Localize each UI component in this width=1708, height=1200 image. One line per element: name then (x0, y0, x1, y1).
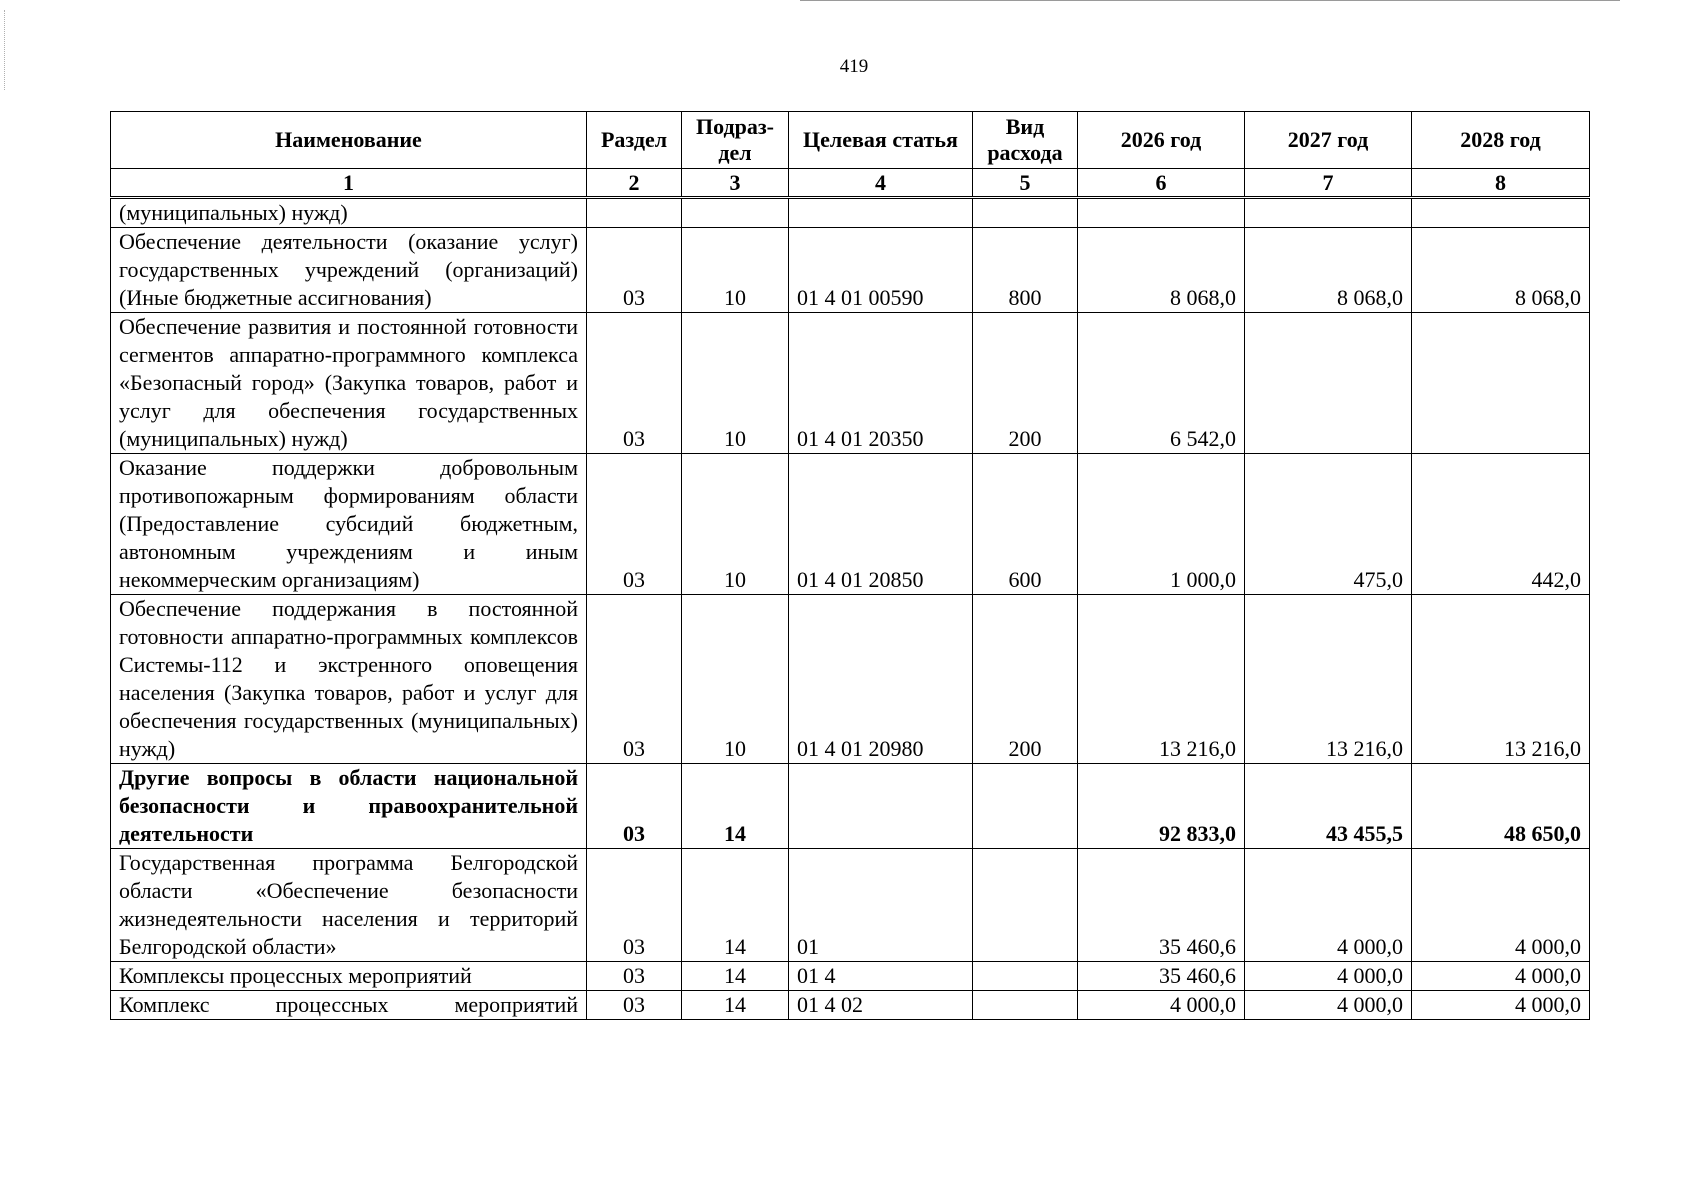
row-razdel: 03 (587, 849, 682, 962)
row-razdel: 03 (587, 991, 682, 1020)
table-row (111, 228, 1590, 313)
table-row (111, 313, 1590, 454)
row-statya: 01 4 (789, 962, 973, 991)
header-podrazdel: Подраз-дел (682, 112, 789, 169)
column-number: 3 (682, 169, 789, 198)
column-number: 7 (1245, 169, 1412, 198)
row-2027: 8 068,0 (1245, 228, 1412, 313)
column-number-row (111, 169, 1590, 198)
header-2026: 2026 год (1078, 112, 1245, 169)
column-number: 1 (111, 169, 587, 198)
row-podrazdel: 10 (682, 454, 789, 595)
row-vid (973, 198, 1078, 228)
row-razdel: 03 (587, 595, 682, 764)
table-row (111, 962, 1590, 991)
header-name: Наименование (111, 112, 587, 169)
row-2026: 1 000,0 (1078, 454, 1245, 595)
row-razdel: 03 (587, 764, 682, 849)
header-2028: 2028 год (1412, 112, 1590, 169)
row-statya (789, 764, 973, 849)
row-2026 (1078, 198, 1245, 228)
row-statya: 01 4 01 20850 (789, 454, 973, 595)
row-name: Обеспечение деятельности (оказание услуг) государственных учреждений (организаций) (Иные бюджетные ассигнования) (111, 228, 587, 313)
row-statya: 01 4 01 20980 (789, 595, 973, 764)
row-statya: 01 4 01 00590 (789, 228, 973, 313)
row-vid: 800 (973, 228, 1078, 313)
row-statya (789, 198, 973, 228)
row-podrazdel: 14 (682, 962, 789, 991)
table-row (111, 991, 1590, 1020)
column-number: 6 (1078, 169, 1245, 198)
row-name: Обеспечение поддержания в постоянной готовности аппаратно-программных комплексов Системы-112 и экстренного оповещения населения (Закупка товаров, работ и услуг для обеспечения государственных (муниципальных) нужд) (111, 595, 587, 764)
row-vid (973, 962, 1078, 991)
row-2028 (1412, 313, 1590, 454)
row-name: (муниципальных) нужд) (111, 198, 587, 228)
column-number: 2 (587, 169, 682, 198)
header-2027: 2027 год (1245, 112, 1412, 169)
row-razdel: 03 (587, 313, 682, 454)
row-vid: 600 (973, 454, 1078, 595)
column-number: 8 (1412, 169, 1590, 198)
row-2027 (1245, 198, 1412, 228)
row-2028: 442,0 (1412, 454, 1590, 595)
row-name: Комплексы процессных мероприятий (111, 962, 587, 991)
row-2028: 8 068,0 (1412, 228, 1590, 313)
row-vid (973, 849, 1078, 962)
header-razdel: Раздел (587, 112, 682, 169)
row-podrazdel: 10 (682, 313, 789, 454)
row-2027: 4 000,0 (1245, 849, 1412, 962)
row-statya: 01 4 02 (789, 991, 973, 1020)
row-podrazdel: 10 (682, 228, 789, 313)
row-2026: 4 000,0 (1078, 991, 1245, 1020)
margin-marks (4, 10, 7, 90)
row-2026: 6 542,0 (1078, 313, 1245, 454)
row-2026: 13 216,0 (1078, 595, 1245, 764)
row-razdel: 03 (587, 454, 682, 595)
column-number: 4 (789, 169, 973, 198)
table-row (111, 849, 1590, 962)
row-vid: 200 (973, 595, 1078, 764)
row-2028 (1412, 198, 1590, 228)
row-2026: 35 460,6 (1078, 962, 1245, 991)
row-statya: 01 (789, 849, 973, 962)
row-2026: 35 460,6 (1078, 849, 1245, 962)
table-row-section-total (111, 764, 1590, 849)
header-statya: Целевая статья (789, 112, 973, 169)
row-2028: 4 000,0 (1412, 962, 1590, 991)
top-rule (800, 0, 1620, 1)
row-2027: 13 216,0 (1245, 595, 1412, 764)
row-podrazdel (682, 198, 789, 228)
table-header-row (111, 112, 1590, 169)
table-row (111, 198, 1590, 228)
budget-table (110, 111, 1590, 1020)
row-name: Оказание поддержки добровольным противопожарным формированиям области (Предоставление субсидий бюджетным, автономным учреждениям и иным некоммерческим организациям) (111, 454, 587, 595)
header-vid: Вид расхода (973, 112, 1078, 169)
row-2027: 4 000,0 (1245, 962, 1412, 991)
row-vid (973, 991, 1078, 1020)
row-name: Другие вопросы в области национальной безопасности и правоохранительной деятельности (111, 764, 587, 849)
row-2028: 4 000,0 (1412, 991, 1590, 1020)
row-razdel: 03 (587, 962, 682, 991)
row-razdel: 03 (587, 228, 682, 313)
row-podrazdel: 14 (682, 764, 789, 849)
row-podrazdel: 10 (682, 595, 789, 764)
row-2027: 43 455,5 (1245, 764, 1412, 849)
row-name: Комплекс процессных мероприятий (111, 991, 587, 1020)
row-2027: 4 000,0 (1245, 991, 1412, 1020)
row-2027: 475,0 (1245, 454, 1412, 595)
row-2027 (1245, 313, 1412, 454)
row-2028: 48 650,0 (1412, 764, 1590, 849)
row-podrazdel: 14 (682, 849, 789, 962)
row-podrazdel: 14 (682, 991, 789, 1020)
row-vid: 200 (973, 313, 1078, 454)
row-2026: 92 833,0 (1078, 764, 1245, 849)
column-number: 5 (973, 169, 1078, 198)
table-row (111, 595, 1590, 764)
row-2028: 4 000,0 (1412, 849, 1590, 962)
row-vid (973, 764, 1078, 849)
row-razdel (587, 198, 682, 228)
row-statya: 01 4 01 20350 (789, 313, 973, 454)
row-2026: 8 068,0 (1078, 228, 1245, 313)
row-name: Государственная программа Белгородской области «Обеспечение безопасности жизнедеятельности населения и территорий Белгородской области» (111, 849, 587, 962)
row-name: Обеспечение развития и постоянной готовности сегментов аппаратно-программного комплекса «Безопасный город» (Закупка товаров, работ и услуг для обеспечения государственных (муниципальных) нужд) (111, 313, 587, 454)
table-row (111, 454, 1590, 595)
page-number: 419 (839, 56, 869, 77)
row-2028: 13 216,0 (1412, 595, 1590, 764)
